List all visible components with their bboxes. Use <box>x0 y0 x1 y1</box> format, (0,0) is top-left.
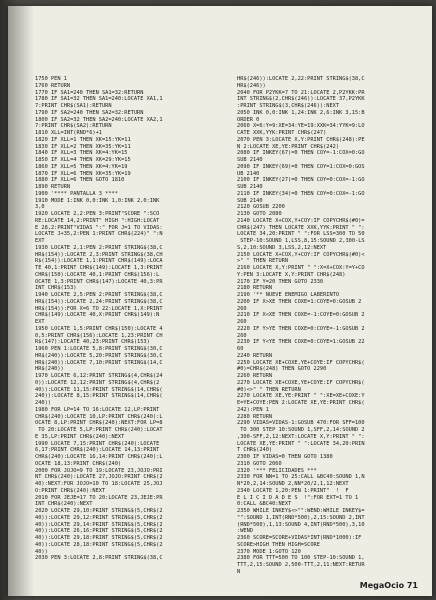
code-line: N 2:LOCATE XE,YE:PRINT CHR$(242) <box>237 143 340 150</box>
code-line: INT CHR$(153) <box>35 285 77 292</box>
code-line: "":SOUND 1,INT(RND*500),2,15:SOUND 2,INT <box>237 514 365 521</box>
code-line: 240)) <box>35 400 51 406</box>
code-line: 1910 MODE 1:INK 0,0:INK 1,0:INK 2,0:INK <box>35 197 160 204</box>
code-line: 2290 VIDAS=VIDAS-1:GOSUB 470:FOR SFF=100 <box>237 420 365 427</box>
code-line: E 28,2:PRINT"VIDAS ":" FOR J=1 TO VIDAS: <box>35 224 163 231</box>
code-line: EXT <box>35 238 45 244</box>
code-line: CHR$(240):LOCATE 16,14:PRINT CHR$(240):L <box>35 454 163 460</box>
code-line: 1960 PEN 1:LOCATE 5,8:PRINT STRING$(30,C <box>35 346 163 352</box>
code-line: 0:CALL &BC40:NEXT <box>237 501 292 508</box>
code-line: 60 <box>237 346 244 352</box>
code-line: 3,0 <box>35 204 45 211</box>
code-line: 2280 RETURN <box>237 413 273 420</box>
code-line: 0)):LOCATE 12,12:PRINT STRING$(4,CHR$(2 <box>35 379 160 386</box>
code-line: 40)):LOCATE 29,14:PRINT STRING$(5,CHR$(2 <box>35 521 163 528</box>
code-line: HR$(154)):LOCATE 2,3:PRINT STRING$(38,CH <box>35 251 163 258</box>
code-line: 2000 FOR JOJO=9 TO 19:LOCATE 23,JOJO:PRI <box>35 467 163 474</box>
code-line: 1920 LOCATE 2,2:PEN 3:PRINT"SCORE ":SCO <box>35 211 160 217</box>
code-line: 2350 WHILE INKEY$<>"":WEND:WHILE INKEY$= <box>237 508 365 514</box>
code-line: 2230 IF Y<YE THEN COXE=0:COYE=1:GOSUB 22 <box>237 339 365 346</box>
code-line: 1830 IF XLL=2 THEN XK=35:YK=11 <box>35 143 131 150</box>
code-line: O:PRINT CHR$(240):NEXT <box>35 487 106 494</box>
code-line: 40)):LOCATE 26,16:PRINT STRING$(5,CHR$(2 <box>35 528 163 535</box>
magazine-page <box>8 6 432 596</box>
code-line: 40):NEXT:FOR JOJO=10 TO 18:LOCATE 25,JOJ <box>35 481 163 487</box>
code-line: #0)<>" " THEN RETURN <box>237 386 301 393</box>
code-line: HR$(246)):LOCATE 2,22:PRINT STRING$(38,C <box>237 76 365 82</box>
code-line: E=YE+COYE:PEN 2:LOCATE XE,YE:PRINT CHR$( <box>237 400 365 406</box>
code-line: 1950 LOCATE 1,5:PRINT CHR$(150):LOCATE 4 <box>35 325 163 332</box>
code-line: 1760 RETURN <box>35 82 71 89</box>
code-line: 40)) <box>35 548 48 555</box>
code-line: Y:PEN 3:LOCATE X,Y:PRINT CHR$(248) <box>237 271 346 278</box>
code-line: 2250 LOCATE XE+COXE,YE+COYE:IF COPYCHR$( <box>237 359 365 366</box>
code-line: :WEND <box>237 528 253 535</box>
code-line: R$(147):LOCATE 40,23:PRINT CHR$(153) <box>35 339 150 346</box>
code-line: CHR$(149):LOCATE 40,X:PRINT CHR$(149):N <box>35 312 160 319</box>
code-line: INT STRING$(2,CHR$(246)):LOCATE 37,P2YKK <box>237 96 365 103</box>
code-line: 7:PRINT CHR$(SA1):RETURN <box>35 103 112 109</box>
code-line: 40)):LOCATE 29,12:PRINT STRING$(5,CHR$(2 <box>35 514 163 521</box>
code-line: TO 20:LOCATE 5,LP:PRINT CHR$(240):LOCAT <box>35 427 163 433</box>
code-line: ORDER 0 <box>237 116 260 123</box>
code-line: 2360 SCORE=SCORE+VIDAS*INT(RND*1000):IF <box>237 535 362 541</box>
code-line: 2300 IF VIDAS=0 THEN GOTO 1380 <box>237 454 333 460</box>
code-line: 2200 IF X>XE THEN COXE=1:COYE=0:GOSUB 2 <box>237 298 362 305</box>
code-line: SUB 2140 <box>237 184 263 190</box>
code-line: HR$(154)):LOCATE 2,24:PRINT STRING$(38,C <box>35 298 163 305</box>
code-line: TTT,2,15:SOUND 2,500-TTT,2,11:NEXT:RETUR <box>237 562 365 568</box>
code-line: 2140 LOCATE X+COX,Y+COY:IF COPYCHR$(#0)= <box>237 217 365 224</box>
code-line: 40)):LOCATE 29,18:PRINT STRING$(5,CHR$(2 <box>35 535 163 541</box>
code-line: 2110 IF INKEY(34)=0 THEN COY=0:COX=-1:GO <box>237 190 365 197</box>
code-line: 2080 IF INKEY(67)=0 THEN COY=-1:COX=0:GO <box>237 150 365 157</box>
code-line: 2310 GOTO 2060 <box>237 460 282 467</box>
code-line: 1880 IF XLL=6 THEN GOTO 1810 <box>35 177 125 184</box>
code-line: 40)):LOCATE 28,18:PRINT STRING$(5,CHR$(2 <box>35 541 163 548</box>
code-line: 2120 GOSUB 2200 <box>237 204 285 211</box>
code-line: 1980 FOR LP=14 TO 16:LOCATE 12,LP:PRINT <box>35 406 160 413</box>
code-line: OCATE 18,13:PRINT CHR$(240) <box>35 460 122 467</box>
code-line: LOCATE 34,20:PRINT " ":FOR LSS=300 TO 50 <box>237 231 365 238</box>
listing-column-right <box>237 76 421 576</box>
code-line: LOCATE J+35,2:PEN 1:PRINT CHR$(224)" ":N <box>35 231 163 238</box>
code-line: 1850 IF XLL=4 THEN XK=29:YK=15 <box>35 157 131 163</box>
code-line: 1900 '**** PANTALLA 3 **** <box>35 190 118 197</box>
code-line: 2090 IF INKEY(69)=0 THEN COY=1:COX=0:GOS <box>237 163 365 170</box>
code-line: 1890 RETURN <box>35 184 71 190</box>
code-line: TE 40,1:PRINT CHR$(149):LOCATE 1,3:PRINT <box>35 265 163 271</box>
code-line: E L I C I D A D E S !":FOR EXT=1 TO 1 <box>237 494 359 501</box>
listing-column-left <box>35 76 219 562</box>
code-line: 2220 IF Y>YE THEN COXE=0:COYE=-1:GOSUB 2 <box>237 325 365 332</box>
code-line: 2130 GOTO 2080 <box>237 211 282 217</box>
code-line: 2170 IF Y=20 THEN GOTO 2330 <box>237 278 324 285</box>
code-line: T CHR$(240) <box>237 447 273 454</box>
code-line: 2240 RETURN <box>237 352 273 359</box>
code-line: #0)=CHR$(248) THEN GOTO 2290 <box>237 366 327 373</box>
code-line: 7:PRINT CHR$(SA2):RETURN <box>35 123 112 130</box>
code-line: 260 <box>237 305 247 312</box>
code-line: EXT <box>35 319 45 325</box>
code-line: 1970 LOCATE 6,12:PRINT STRING$(4,CHR$(24 <box>35 373 163 379</box>
code-line: 2180 RETURN <box>237 285 273 292</box>
code-line: R$(154)):LOCATE 1,1:PRINT CHR$(149):LOCA <box>35 258 163 265</box>
code-line: HR$(240)):LOCATE 5,20:PRINT STRING$(30,C <box>35 352 163 359</box>
code-line: 2340 LOCATE 1,20:PEN 1:PRINT" ! F <box>237 487 349 494</box>
code-line: S,2,10:SOUND 3,LSS,2,12:NEXT <box>237 244 327 251</box>
code-line: HR$(154)):FOR X=6 TO 22:LOCATE 1,X:PRINT <box>35 305 163 312</box>
code-line: 2270 LOCATE XE+COXE,YE+COYE:IF COPYCHR$( <box>237 379 365 386</box>
code-line: HR$(240)) <box>35 366 64 373</box>
code-line: HR$(246)) <box>237 82 266 89</box>
code-line: >" " THEN RETURN <box>237 258 289 265</box>
code-line: 260 <box>237 332 247 339</box>
code-line: 1800 IF SA2=32 THEN SA2=240:LOCATE XA2,1 <box>35 116 163 123</box>
code-line: 1770 IF SA1=240 THEN SA1=32:RETURN <box>35 89 144 96</box>
code-line: OCATE 1,3:PRINT CHR$(147):LOCATE 40,3:PR <box>35 278 163 285</box>
gutter-shadow <box>8 6 34 596</box>
code-line: INT CHR$(240):NEXT <box>35 501 93 508</box>
code-line: 6,17:PRINT CHR$(240):LOCATE 14,13:PRINT <box>35 447 160 454</box>
code-line: E 35,LP:PRINT CHR$(240):NEXT <box>35 433 125 440</box>
code-line: 1930 LOCATE 2,1:PEN 2:PRINT STRING$(38,C <box>35 244 163 251</box>
code-line: HR$(240)):LOCATE 7,10:PRINT STRING$(14,C <box>35 359 163 366</box>
code-line: 40)):LOCATE 11,15:PRINT STRING$(14,CHR$( <box>35 386 163 393</box>
code-line: OCATE 8,LP:PRINT CHR$(240):NEXT:FOR LP=8 <box>35 420 163 427</box>
code-line: 2060 X=6:Y=9:XE=34:YE=19:XXK=34:YYK=9:LO <box>237 123 365 130</box>
code-line: CHR$(150):LOCATE 40,1:PRINT CHR$(156):L <box>35 271 160 278</box>
code-line: 1790 IF SA2=240 THEN SA2=32:RETURN <box>35 109 144 116</box>
code-line: 2370 MODE 1:GOTO 120 <box>237 548 301 555</box>
code-line: 2380 FOR TTT=500 TO 100 STEP-10:SOUND 1, <box>237 555 365 562</box>
code-line: 2320 '*** FELICIDADES *** <box>237 467 317 474</box>
code-line: 1750 PEN 1 <box>35 76 67 82</box>
code-line: 0,5:PRINT CHR$(156):LOCATE 1,23:PRINT CH <box>35 332 163 339</box>
code-line: 2030 PEN 3:LOCATE 2,8:PRINT STRING$(38,C <box>35 555 163 562</box>
code-line: 1840 IF XLL=3 THEN XK=4:YK=15 <box>35 150 128 157</box>
code-line: N <box>237 568 241 575</box>
code-line: TO 300 STEP 10:SOUND 1,SFF,2,14:SOUND 2 <box>237 427 365 433</box>
code-line: 2190 '** NUEVE ENEMIGO LABERINTO <box>237 292 340 298</box>
code-line: 242):PEN 1 <box>237 406 269 413</box>
code-line: 1940 LOCATE 2,5:PEN 2:PRINT STRING$(38,C <box>35 292 163 298</box>
code-line: CATE XXK,YYK:PRINT CHR$(247) <box>237 130 327 136</box>
code-line: NT CHR$(240):LOCATE 27,JOJO:PRINT CHR$(2 <box>35 474 163 481</box>
code-line: 1810 XLL=INT(RND*6)+1 <box>35 130 102 136</box>
code-line: :PRINT STRING$(3,CHR$(246)):NEXT <box>237 103 340 109</box>
code-line: 260 <box>237 319 247 325</box>
code-line: 1860 IF XLL=5 THEN XK=4:YK=19 <box>35 163 128 170</box>
code-line: 1990 LOCATE 7,15:PRINT CHR$(240):LOCATE <box>35 440 160 447</box>
code-line: UB 2140 <box>237 170 260 177</box>
code-line: 2270 LOCATE XE,YE:PRINT " ":XE=XE+COXE:Y <box>237 393 365 400</box>
code-line: 1870 IF XLL=6 THEN XK=35:YK=19 <box>35 170 131 177</box>
code-line: SUB 2140 <box>237 197 263 204</box>
code-line: 2210 IF X<XE THEN COXE=-1:COYE=0:GOSUB 2 <box>237 312 365 319</box>
code-line: 2330 FOR NN=1 TO 25:CALL &BC40:SOUND 1,N <box>237 474 365 481</box>
code-line: ,300-SFF,2,12:NEXT:LOCATE X,Y:PRINT " ": <box>237 433 365 440</box>
code-line: SCORE>HIGH THEN HIGH=SCORE <box>237 541 320 548</box>
code-line: 240)):LOCATE 8,15:PRINT STRING$(14,CHR$( <box>35 393 163 400</box>
code-line: CHR$(240):LOCATE 10,LP:PRINT CHR$(240):L <box>35 413 163 420</box>
code-line: 2050 INK 0,0:INK 1,24:INK 2,6:INK 3,15:B <box>237 109 365 116</box>
code-line: 2160 LOCATE X,Y:PRINT " ":X=X+COX:Y=Y+CO <box>237 265 365 271</box>
code-line: 2020 LOCATE 29,10:PRINT STRING$(5,CHR$(2 <box>35 508 163 514</box>
code-line: 1780 IF SA1=32 THEN SA1=240:LOCATE XA1,1 <box>35 96 163 103</box>
code-line: 2010 FOR JEJE=17 TO 20:LOCATE 23,JEJE:PR <box>35 494 163 501</box>
code-line: 1820 IF XLL=1 THEN XK=15:YK=11 <box>35 136 131 143</box>
code-line: 2070 PEN 3:LOCATE X,Y:PRINT CHR$(248):PE <box>237 136 365 143</box>
code-line: (RND*500),1,13:SOUND 4,INT(RND*500),3,10 <box>237 521 365 528</box>
code-line: STEP-10:SOUND 1,LSS,8,15:SOUND 2,300-LS <box>237 238 365 244</box>
code-line: RE:LOCATE 14,2:PRINT" HIGH ":HIGH:LOCAT <box>35 217 160 224</box>
code-line: 2100 IF INKEY(27)=0 THEN COY=0:COX=-1:GO <box>237 177 365 184</box>
code-line: SUB 2140 <box>237 157 263 163</box>
code-line: LOCATE XE,YE:PRINT " ":LOCATE 34,20:PRIN <box>237 440 365 447</box>
code-line: CHR$(247) THEN LOCATE XXK,YYK:PRINT " ": <box>237 224 365 231</box>
page-folio: MegaOcio 71 <box>359 581 418 590</box>
code-line: 2040 FOR P2YKK=7 TO 21:LOCATE 2,P2YKK:PR <box>237 89 365 96</box>
code-line: 2260 RETURN <box>237 373 273 379</box>
code-line: 2150 LOCATE X+COX,Y+COY:IF COPYCHR$(#0)< <box>237 251 365 258</box>
code-line: N*20,2,14:SOUND 2,NN*20/2,1,12:NEXT <box>237 481 349 487</box>
